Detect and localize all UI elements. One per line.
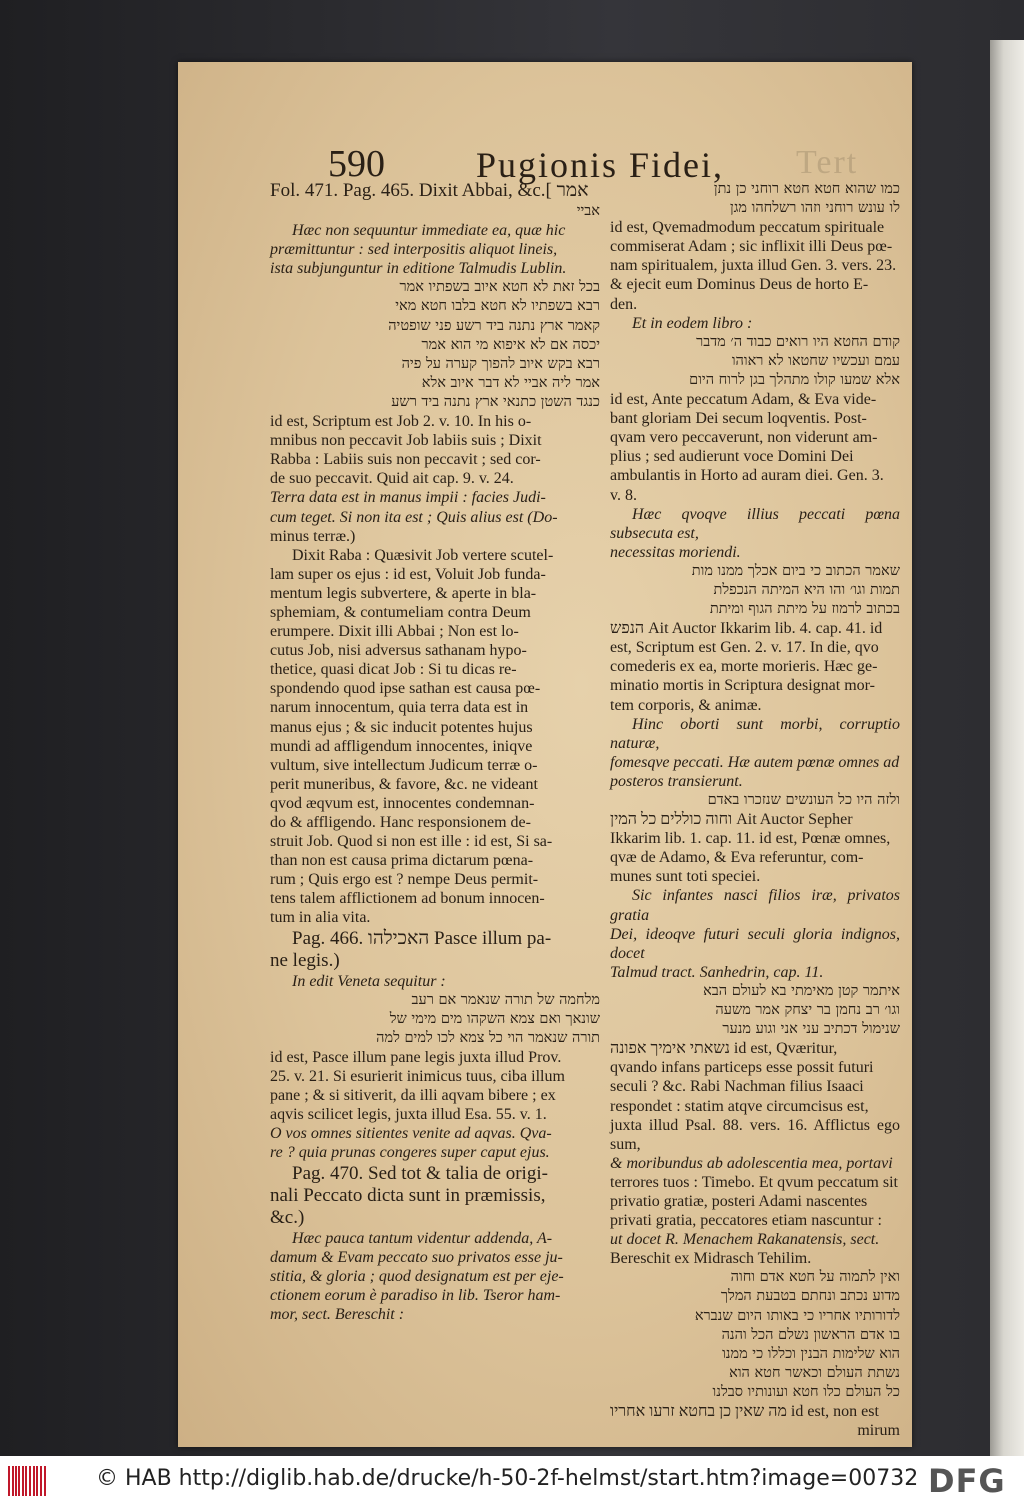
left-column-line: Pag. 470. Sed tot & talia de origi- bbox=[292, 1162, 548, 1184]
right-column-line: est, Scriptum est Gen. 2. v. 17. In die, qvo bbox=[610, 639, 879, 657]
right-column-line: commiserat Adam ; sic inflixit illi Deus pœ- bbox=[610, 238, 893, 256]
right-column-line: Hæc qvoqve illius peccati pœna subsecuta est, bbox=[610, 505, 900, 542]
right-column-line: v. 8. bbox=[610, 486, 637, 504]
left-column-line: mnibus non peccavit Job labiis suis ; Dixit bbox=[270, 432, 542, 450]
right-column-line: Bereschit ex Midrasch Tehilim. bbox=[610, 1250, 812, 1268]
left-column-line: תורה שנאמר הוי כל צמא לכו למים למה bbox=[376, 1029, 600, 1046]
left-column-line: id est, Pasce illum pane legis juxta illud Prov. bbox=[270, 1048, 562, 1066]
footer-bar bbox=[0, 1456, 1024, 1504]
left-column-line: sphemiam, & contumeliam contra Deum bbox=[270, 603, 531, 621]
left-column-line: רבא בקש איוב להפוך קערה על פיה bbox=[401, 355, 600, 372]
right-column-line: בכתוב לרמוז על מיתת הגוף ומיתת bbox=[709, 601, 900, 618]
left-column-line: רבא בשפתיו לא חטא בלבו חטא מאי bbox=[395, 298, 600, 315]
left-column-line: Terra data est in manus impii : facies Judi- bbox=[270, 489, 546, 507]
right-column-line: plius ; sed audierunt voce Domini Dei bbox=[610, 448, 854, 466]
left-column-line: aqvis scilicet legis, juxta illud Esa. 55. v. 1. bbox=[270, 1106, 547, 1124]
left-column-line: narum innocentum, quia terra data est in bbox=[270, 699, 529, 717]
left-column-line: re ? quia prunas congeres super caput ejus. bbox=[270, 1144, 550, 1162]
barcode-stripe bbox=[15, 1466, 17, 1496]
left-column-line: thetice, quasi dicat Job : Si tu dicas re- bbox=[270, 661, 517, 679]
left-column-line: than non est causa prima dictarum pœna- bbox=[270, 852, 534, 870]
left-column-line: מלחמה של תורה שנאמר אם רעב bbox=[411, 991, 600, 1008]
barcode-stripe bbox=[40, 1466, 42, 1496]
left-column-line: ctionem eorum è paradiso in lib. Tseror ham- bbox=[270, 1286, 561, 1304]
left-column-line: cum teget. Si non ita est ; Quis alius est (Do- bbox=[270, 508, 558, 526]
right-column-line: privati gratia, peccatores etiam nascuntur : bbox=[610, 1212, 882, 1230]
left-column-line: Hæc pauca tantum videntur addenda, A- bbox=[292, 1229, 553, 1247]
left-column-line: שונאך ואם צמא השקהו מים מימי של bbox=[389, 1010, 600, 1027]
right-column-line: ambulantis in Horto ad auram diei. Gen. 3. bbox=[610, 467, 884, 485]
right-column-line: Ikkarim lib. 1. cap. 11. id est, Pœnæ omnes, bbox=[610, 830, 891, 848]
right-column-line: הנפש Ait Auctor Ikkarim lib. 4. cap. 41. id bbox=[610, 620, 883, 638]
barcode-stripe bbox=[25, 1466, 27, 1496]
left-column-line: &c.) bbox=[270, 1206, 305, 1228]
left-text-column bbox=[270, 180, 600, 1324]
right-column-line: id est, Qvemadmodum peccatum spirituale bbox=[610, 219, 885, 237]
right-column-line: אלא שמעו קולו מתהלך בגן לרוח היום bbox=[689, 371, 900, 388]
barcode-stripe bbox=[12, 1466, 14, 1496]
adjacent-page-edge bbox=[990, 40, 1024, 1456]
right-column-line: tem corporis, & animæ. bbox=[610, 696, 762, 714]
hab-barcode-icon bbox=[8, 1466, 48, 1496]
bleed-through-title: Tert bbox=[796, 144, 859, 181]
right-column-line: ולזה היו כל העונשים שנזכרו באדם bbox=[707, 792, 900, 808]
right-column-line: terrores tuos : Timebo. Et qvum peccatum sit bbox=[610, 1173, 898, 1191]
right-column-line: mirum bbox=[857, 1422, 900, 1440]
right-column-line: munes sunt toti speciei. bbox=[610, 868, 761, 886]
left-column-line: mentum legis subvertere, & aperte in bla- bbox=[270, 584, 537, 602]
left-column-line: ne legis.) bbox=[270, 949, 340, 971]
right-column-line: & ejecit eum Dominus Deus de horto E- bbox=[610, 276, 869, 294]
left-column-line: rum ; Quis ergo est ? nempe Deus permit- bbox=[270, 871, 539, 889]
right-column-line: מדוע נכתב ונחתם בטבעת המלך bbox=[720, 1288, 900, 1305]
left-column-line: כנגד השטן כתנאי ארץ נתנה ביד רשע bbox=[391, 393, 600, 410]
left-column-line: mundi ad affligendum innocentes, iniqve bbox=[270, 737, 533, 755]
right-column-line: עמם ועכשיו שחטאו לא ראוהו bbox=[731, 352, 900, 369]
left-column-line: tens talem afflictionem ad bonum innocen- bbox=[270, 890, 545, 908]
left-column-line: אמר ליה אביי לא דבר איוב אלא bbox=[421, 374, 600, 391]
right-column-line: תמות וגו׳ והו היא המיתה הנכפלת bbox=[713, 581, 900, 598]
dfg-logo: DFG bbox=[928, 1462, 1006, 1500]
left-column-line: manus ejus ; & sic inducit potentes hujus bbox=[270, 718, 533, 736]
left-column-line: vultum, sive intellectum Judicum terræ o- bbox=[270, 756, 538, 774]
right-column-line: id est, Ante peccatum Adam, & Eva vide- bbox=[610, 391, 877, 409]
right-column-line: איתמר קטן מאימתי בא לעולם הבא bbox=[703, 982, 900, 999]
right-column-line: den. bbox=[610, 295, 638, 313]
left-column-line: Pag. 466. האכילהו Pasce illum pa- bbox=[292, 927, 552, 949]
left-column-line: nali Peccato dicta sunt in præmissis, bbox=[270, 1184, 546, 1206]
barcode-stripe bbox=[29, 1466, 31, 1496]
left-column-line: do & affligendo. Hanc responsionem de- bbox=[270, 814, 531, 831]
left-column-line: damum & Evam peccato suo privatos esse ju- bbox=[270, 1248, 563, 1266]
left-column-line: בכל זאת לא חטא איוב בשפתיו אמר bbox=[399, 279, 600, 296]
running-title: Pugionis Fidei, bbox=[476, 145, 725, 185]
right-column-line: כל העולם כלו חטא ועונותיו סבלנו bbox=[712, 1383, 900, 1400]
left-column-line: Fol. 471. Pag. 465. Dixit Abbai, &c.[ אמר bbox=[270, 180, 589, 201]
right-column-line: מה שאין כן בחטא זרעו אחריו id est, non est bbox=[610, 1403, 879, 1420]
right-column-line: ut docet R. Menachem Rakanatensis, sect. bbox=[610, 1231, 880, 1249]
barcode-stripe bbox=[44, 1466, 46, 1496]
right-column-line: respondet : statim atqve circumcisus est, bbox=[610, 1097, 869, 1115]
left-column-line: præmittuntur : sed interpositis aliquot lineis, bbox=[270, 241, 558, 259]
barcode-stripe bbox=[18, 1466, 20, 1496]
right-column-line: הוא שלימות הבנין וכללו כי ממנו bbox=[722, 1345, 900, 1362]
barcode-stripe bbox=[36, 1466, 38, 1496]
left-column-line: qvod æqvum est, innocentes condemnan- bbox=[270, 794, 535, 812]
right-column-line: necessitas moriendi. bbox=[610, 543, 741, 561]
right-column-line: קודם החטא היו רואים כבוד ה׳ מדבר bbox=[696, 333, 900, 350]
right-column-line: minatio mortis in Scriptura designat mor- bbox=[610, 677, 875, 695]
right-column-line: וחוה כוללים כל המין Ait Auctor Sepher bbox=[610, 811, 853, 829]
right-column-line: qvando infans particeps esse possit futuri bbox=[610, 1059, 874, 1077]
left-column-line: minus terræ.) bbox=[270, 527, 356, 545]
right-column-line: privatio gratiæ, posteri Adami nascentes bbox=[610, 1192, 868, 1210]
right-column-line: qvæ de Adamo, & Eva referuntur, com- bbox=[610, 849, 864, 867]
right-column-line: בו אדם הראשון נשלם הכל והנה bbox=[721, 1326, 900, 1343]
left-column-line: pane ; & si sitiverit, da illi aqvam bibere ; ex bbox=[270, 1087, 556, 1105]
left-column-line: spondendo quod ipse sathan est causa pœ- bbox=[270, 680, 541, 698]
left-column-line: de suo peccavit. Quid ait cap. 9. v. 24. bbox=[270, 470, 514, 488]
left-column-line: lam super os ejus : id est, Voluit Job funda- bbox=[270, 565, 546, 583]
right-column-line: כמו שהוא חטא חטא רוחני כן נתן bbox=[713, 181, 900, 197]
right-column-line: seculi ? &c. Rabi Nachman filius Isaaci bbox=[610, 1078, 864, 1096]
right-column-line: Et in eodem libro : bbox=[632, 314, 753, 332]
left-column-line: struit Job. Quod si non est ille : id est, Si sa- bbox=[270, 833, 553, 851]
right-column-line: שנימול דכתיב עני אני וגוע מנער bbox=[722, 1021, 900, 1038]
left-column-line: id est, Scriptum est Job 2. v. 10. In his o- bbox=[270, 413, 532, 431]
left-column-line: יכסה אם לא איפוא מי הוא אמר bbox=[421, 336, 600, 353]
left-column-line: O vos omnes sitientes venite ad aqvas. Qva- bbox=[270, 1125, 552, 1143]
right-column-line: שאמר הכתוב כי ביום אכלך ממנו מות bbox=[691, 562, 900, 579]
right-column-line: fomesqve peccati. Hæ autem pœnæ omnes ad bbox=[610, 753, 900, 771]
left-column-line: קאמר ארץ נתנה ביד רשע פני שופטיה bbox=[388, 317, 600, 334]
left-column-line: In edit Veneta sequitur : bbox=[292, 972, 446, 990]
left-column-line: 25. v. 21. Si esurierit inimicus tuus, ciba illum bbox=[270, 1068, 565, 1086]
left-column-line: Rabba : Labiis suis non peccavit ; sed cor- bbox=[270, 451, 541, 469]
right-column-line: Sic infantes nasci filios iræ, privatos gratia bbox=[610, 887, 900, 924]
page-number: 590 bbox=[328, 143, 385, 185]
copyright-link[interactable]: © HAB http://diglib.hab.de/drucke/h-50-2f-helmst/start.htm?image=00732 bbox=[96, 1466, 919, 1491]
left-column-line: tum in alia vita. bbox=[270, 909, 371, 927]
right-column-line: לדורותיו אחריו כי באותו היום שנברא bbox=[694, 1307, 900, 1324]
left-column-line: perit muneribus, & favore, &c. ne videant bbox=[270, 775, 538, 793]
right-column-line: וגו׳ רב נחמן בר יצחק אמר משעה bbox=[715, 1002, 900, 1019]
right-column-line: posteros transierunt. bbox=[610, 772, 743, 790]
right-column-line: Dei, ideoqve futuri seculi gloria indignos, docet bbox=[610, 925, 900, 962]
barcode-stripe bbox=[33, 1466, 35, 1496]
right-column-line: נשאתי אימיך אפונה id est, Qværitur, bbox=[610, 1040, 838, 1058]
right-column-line: juxta illud Psal. 88. vers. 16. Afflictus ego sum, bbox=[610, 1116, 900, 1153]
right-column-line: nam spiritualem, juxta illud Gen. 3. vers. 23. bbox=[610, 257, 897, 275]
left-column-line: Hæc non sequuntur immediate ea, quæ hic bbox=[292, 222, 566, 240]
left-column-line: אביי bbox=[576, 203, 600, 219]
left-column-line: Dixit Raba : Quæsivit Job vertere scutel- bbox=[292, 546, 554, 564]
left-column-line: ista subjunguntur in editione Talmudis Lublin. bbox=[270, 260, 567, 278]
right-column-line: נשתת העולם וכאשר חטא הוא bbox=[729, 1364, 900, 1381]
left-column-line: erumpere. Dixit illi Abbai ; Non est lo- bbox=[270, 623, 519, 641]
right-column-line: Talmud tract. Sanhedrin, cap. 11. bbox=[610, 963, 824, 981]
barcode-stripe bbox=[8, 1466, 10, 1496]
left-column-line: mor, sect. Bereschit : bbox=[270, 1305, 405, 1323]
left-column-line: cutus Job, nisi adversus sathanam hypo- bbox=[270, 642, 527, 660]
right-column-line: comederis ex ea, morte morieris. Hæc ge- bbox=[610, 658, 878, 676]
barcode-stripe bbox=[22, 1466, 24, 1496]
right-column-line: לו עונש רוחני וזהו רשלחהו מגן bbox=[729, 200, 900, 217]
right-column-line: bant gloriam Dei secum loqventis. Post- bbox=[610, 410, 867, 428]
right-column-line: & moribundus ab adolescentia mea, portavi bbox=[610, 1154, 893, 1172]
right-column-line: Hinc oborti sunt morbi, corruptio naturæ, bbox=[610, 715, 900, 752]
right-column-line: qvam vero peccaverunt, non viderunt am- bbox=[610, 429, 878, 447]
scanned-book-page bbox=[178, 62, 912, 1447]
right-column-line: ואין לתמוה על חטא אדם וחוה bbox=[730, 1269, 900, 1286]
left-column-line: stitia, & gloria ; quod designatum est per eje- bbox=[270, 1267, 564, 1285]
right-text-column bbox=[610, 180, 900, 1440]
